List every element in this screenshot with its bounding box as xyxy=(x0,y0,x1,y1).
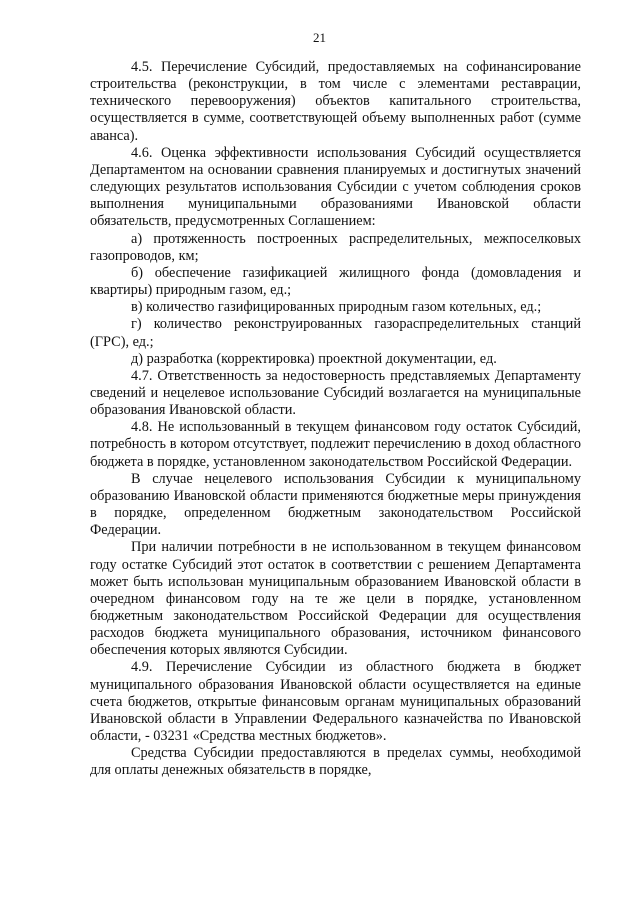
list-item-b: б) обеспечение газификацией жилищного фонда (домовладения и квартиры) природным газом, ед.; xyxy=(90,264,581,299)
paragraph-4-5: 4.5. Перечисление Субсидий, предоставляемых на софинансирование строительства (реконструкции, в том числе с элементами реставрации, технического перевооружения) объектов капитального строительства, осуществляется в сумме, соответствующей объему выполненных работ (сумме аванса). xyxy=(90,59,581,144)
page-number: 21 xyxy=(313,30,326,45)
paragraph-4-7: 4.7. Ответственность за недостоверность представляемых Департаменту сведений и нецелевое использование Субсидий возлагается на муниципальные образования Ивановской области. xyxy=(90,367,581,419)
paragraph-4-6: 4.6. Оценка эффективности использования Субсидий осуществляется Департаментом на основании сравнения планируемых и достигнутых значений следующих результатов использования Субсидии с учетом соблюдения сроков выполнения муниципальными образованиями Ивановской области обязательств, предусмотренных Соглашением: xyxy=(90,144,581,230)
list-item-g: г) количество реконструированных газораспределительных станций (ГРС), ед.; xyxy=(90,316,581,350)
paragraph-misuse: В случае нецелевого использования Субсидии к муниципальному образованию Ивановской области применяются бюджетные меры принуждения в порядке, определенном бюджетным законодательством Российской Федерации. xyxy=(90,470,581,539)
paragraph-funds: Средства Субсидии предоставляются в пределах суммы, необходимой для оплаты денежных обязательств в порядке, xyxy=(90,745,581,779)
paragraph-remainder: При наличии потребности в не использованном в текущем финансовом году остатке Субсидий этот остаток в соответствии с решением Департамента может быть использован муниципальным образованием Ивановской области в очередном финансовом году на те же цели в порядке, установленном бюджетным законодательством Российской Федерации для осуществления расходов бюджета муниципального образования, источником финансового обеспечения которых являются Субсидии. xyxy=(90,539,581,659)
document-body xyxy=(90,59,581,780)
paragraph-4-8: 4.8. Не использованный в текущем финансовом году остаток Субсидий, потребность в котором отсутствует, подлежит перечислению в доход областного бюджета в порядке, установленном законодательством Российской Федерации. xyxy=(90,419,581,470)
list-item-a: а) протяженность построенных распределительных, межпоселковых газопроводов, км; xyxy=(90,230,581,264)
paragraph-4-9: 4.9. Перечисление Субсидии из областного бюджета в бюджет муниципального образования Ивановской области осуществляется на единые счета бюджетов, открытые финансовым органам муниципальных образований Ивановской области в Управлении Федерального казначейства по Ивановской области, - 03231 «Средства местных бюджетов». xyxy=(90,659,581,745)
list-item-v: в) количество газифицированных природным газом котельных, ед.; xyxy=(131,299,542,316)
list-item-d: д) разработка (корректировка) проектной документации, ед. xyxy=(131,350,497,367)
